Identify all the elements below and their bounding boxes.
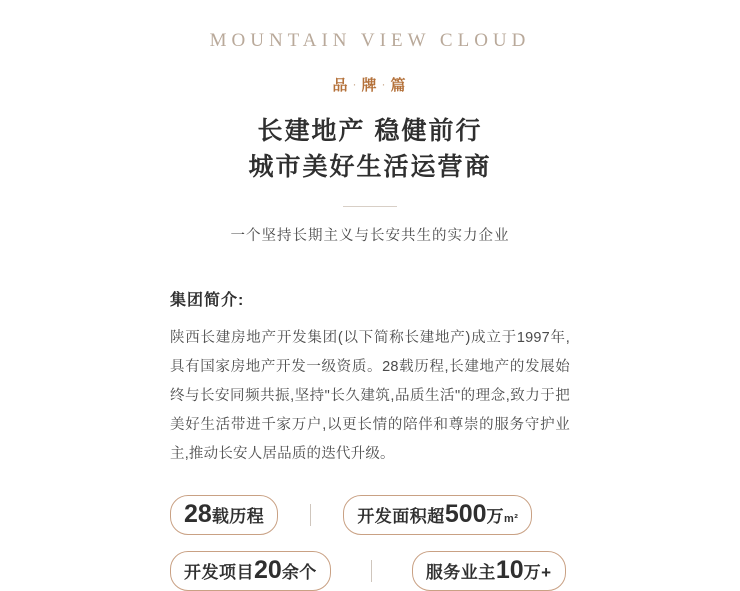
brand-section-char-1: 品 — [332, 77, 350, 94]
stat-number: 28 — [184, 499, 212, 528]
brand-section-char-3: 篇 — [390, 77, 408, 94]
headline-line-1: 长建地产 稳健前行 — [257, 117, 483, 145]
stat-number: 10 — [495, 555, 524, 584]
stat-number: 20 — [254, 555, 282, 584]
brand-english-title: MOUNTAIN VIEW CLOUD — [209, 30, 531, 51]
stats-row — [170, 551, 570, 591]
stat-suffix: 载历程 — [211, 506, 265, 526]
stat-prefix: 开发面积超 — [357, 506, 445, 526]
stat-badge-projects — [170, 551, 331, 591]
section-title: 集团简介: — [170, 291, 245, 309]
stat-badge-area — [343, 495, 532, 535]
stat-badge-years — [170, 495, 278, 535]
stat-divider — [310, 504, 311, 526]
page-title — [0, 113, 740, 186]
stat-number: 500 — [444, 499, 487, 528]
stats-grid — [170, 495, 570, 591]
stat-prefix: 开发项目 — [184, 562, 254, 582]
stat-prefix: 服务业主 — [425, 562, 496, 582]
stat-suffix: 万+ — [523, 562, 552, 582]
company-intro-paragraph: 陕西长建房地产开发集团(以下简称长建地产)成立于1997年,具有国家房地产开发一级资质。28载历程,长建地产的发展始终与长安同频共振,坚持"长久建筑,品质生活"的理念,致力于把美好生活带进千家万户,以更长情的陪伴和尊崇的服务守护业主,推动长安人居品质的迭代升级。 — [170, 329, 570, 462]
headline-line-2: 城市美好生活运营商 — [248, 153, 492, 182]
page-subtitle: 一个坚持长期主义与长安共生的实力企业 — [230, 227, 510, 244]
stat-badge-owners — [412, 551, 566, 591]
stat-suffix: 余个 — [281, 562, 317, 582]
stat-divider — [371, 560, 372, 582]
company-intro-block — [170, 287, 570, 469]
stat-suffix: 万 — [486, 506, 505, 526]
brand-section-label — [0, 74, 740, 95]
stat-unit-superscript: m² — [504, 512, 519, 525]
divider — [343, 206, 397, 207]
brand-separator-dot-2: · — [381, 77, 388, 91]
brand-intro-page — [0, 30, 740, 584]
stats-row — [170, 495, 570, 535]
brand-separator-dot-1: · — [352, 77, 359, 91]
brand-section-char-2: 牌 — [361, 77, 379, 94]
